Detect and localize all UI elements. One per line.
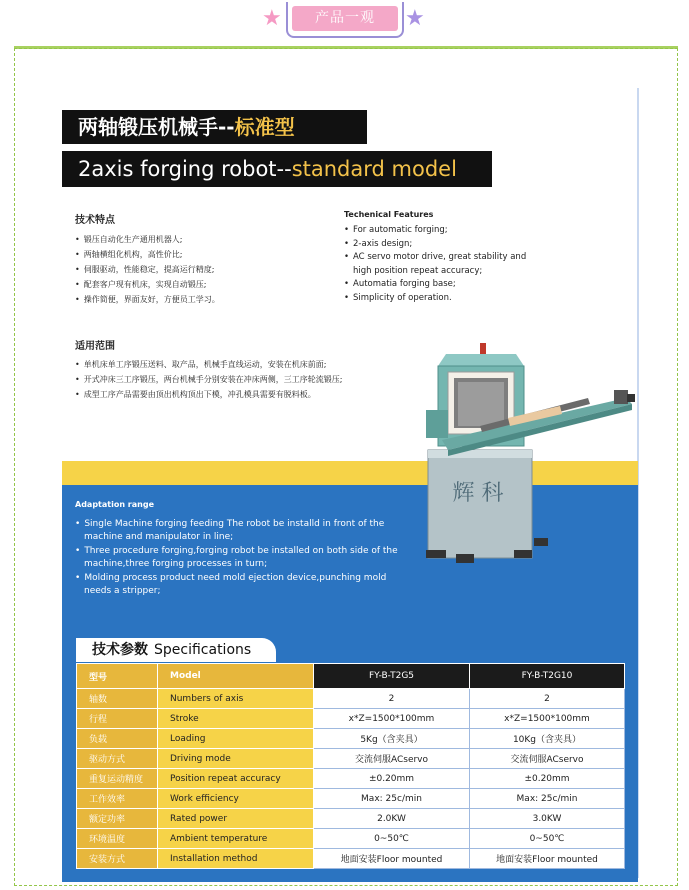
- features-en-title: Techenical Features: [344, 210, 434, 219]
- scope-cn-title: 适用范围: [75, 341, 115, 352]
- features-cn-title: 技术特点: [75, 215, 115, 226]
- table-cell: 地面安装Floor mounted: [470, 849, 625, 869]
- title-en-main: 2axis forging robot--: [78, 157, 292, 181]
- table-cell: 交流伺服ACservo: [314, 749, 470, 769]
- title-cn-highlight: 标准型: [234, 115, 295, 139]
- table-cell: 3.0KW: [470, 809, 625, 829]
- title-en-highlight: standard model: [291, 157, 457, 181]
- table-row: [77, 789, 625, 809]
- column-header: FY-B-T2G10: [470, 664, 625, 689]
- features-cn-list: [75, 232, 220, 307]
- table-cell: ±0.20mm: [470, 769, 625, 789]
- list-item: • Three procedure forging,forging robot be installed on both side of the machine,three forging processes in turn;: [75, 545, 405, 572]
- star-icon: ★: [405, 6, 425, 31]
- star-icon: ★: [262, 6, 282, 31]
- list-item: • Molding process product need mold ejection device,punching mold needs a stripper;: [75, 572, 405, 599]
- table-cell: Work efficiency: [158, 789, 314, 809]
- list-item: • 操作简便，界面友好，方便员工学习。: [75, 292, 220, 307]
- table-cell: x*Z=1500*100mm: [470, 709, 625, 729]
- brand-watermark: 辉 科: [452, 481, 504, 506]
- title-cn: [62, 110, 367, 144]
- specs-heading-en: Specifications: [154, 642, 252, 658]
- table-cell: 交流伺服ACservo: [470, 749, 625, 769]
- column-header: FY-B-T2G5: [314, 664, 470, 689]
- table-row: [77, 709, 625, 729]
- table-cell: 安装方式: [77, 849, 158, 869]
- table-cell: 负载: [77, 729, 158, 749]
- table-cell: 地面安装Floor mounted: [314, 849, 470, 869]
- table-cell: Installation method: [158, 849, 314, 869]
- list-item: • Simplicity of operation.: [344, 292, 539, 306]
- forging-robot-illustration: [418, 340, 640, 572]
- table-cell: 重复运动精度: [77, 769, 158, 789]
- table-row: [77, 849, 625, 869]
- list-item: • 单机床单工序锻压送料、取产品，机械手直线运动，安装在机床前面;: [75, 357, 342, 372]
- list-item: • For automatic forging;: [344, 224, 539, 238]
- list-item: • Automatia forging base;: [344, 278, 539, 292]
- table-cell: ±0.20mm: [314, 769, 470, 789]
- list-item: • 伺服驱动，性能稳定，提高运行精度;: [75, 262, 220, 277]
- list-item: • 两轴横组化机构，高性价比;: [75, 247, 220, 262]
- table-header-row: [77, 664, 625, 689]
- scope-en-list: [75, 518, 405, 598]
- list-item: • 配套客户现有机床，实现自动锻压;: [75, 277, 220, 292]
- table-cell: 工作效率: [77, 789, 158, 809]
- scope-en-title: Adaptation range: [75, 500, 154, 509]
- table-cell: Position repeat accuracy: [158, 769, 314, 789]
- specs-table: [76, 663, 625, 869]
- table-row: [77, 769, 625, 789]
- table-cell: 轴数: [77, 689, 158, 709]
- table-cell: 5Kg（含夹具）: [314, 729, 470, 749]
- table-cell: 0~50℃: [314, 829, 470, 849]
- table-row: [77, 749, 625, 769]
- title-en: [62, 151, 492, 187]
- column-header: 型号: [77, 664, 158, 689]
- table-row: [77, 809, 625, 829]
- table-cell: 行程: [77, 709, 158, 729]
- table-cell: 环境温度: [77, 829, 158, 849]
- table-row: [77, 689, 625, 709]
- table-cell: 2.0KW: [314, 809, 470, 829]
- title-cn-main: 两轴锻压机械手--: [78, 115, 235, 139]
- table-cell: Stroke: [158, 709, 314, 729]
- specs-heading: [76, 638, 276, 662]
- table-cell: 驱动方式: [77, 749, 158, 769]
- header-tab-label: 产品一观: [292, 6, 398, 31]
- column-header: Model: [158, 664, 314, 689]
- list-item: • 2-axis design;: [344, 238, 539, 252]
- table-cell: Loading: [158, 729, 314, 749]
- table-cell: 额定功率: [77, 809, 158, 829]
- table-cell: Ambient temperature: [158, 829, 314, 849]
- table-row: [77, 729, 625, 749]
- features-en-list: [344, 224, 539, 305]
- table-cell: x*Z=1500*100mm: [314, 709, 470, 729]
- table-cell: 2: [470, 689, 625, 709]
- header-tab: [286, 2, 404, 38]
- table-row: [77, 829, 625, 849]
- list-item: • 开式冲床三工序锻压，两台机械手分别安装在冲床两侧，三工序轮流锻压;: [75, 372, 342, 387]
- list-item: • 成型工序产品需要由顶出机构顶出下模，冲孔模具需要有脱料板。: [75, 387, 342, 402]
- table-cell: Numbers of axis: [158, 689, 314, 709]
- table-cell: Rated power: [158, 809, 314, 829]
- table-cell: 10Kg（含夹具）: [470, 729, 625, 749]
- table-cell: 0~50℃: [470, 829, 625, 849]
- table-cell: Max: 25c/min: [314, 789, 470, 809]
- specs-heading-cn: 技术参数: [92, 642, 148, 658]
- list-item: • AC servo motor drive, great stability and high position repeat accuracy;: [344, 251, 539, 278]
- table-cell: 2: [314, 689, 470, 709]
- scope-cn-list: [75, 357, 342, 402]
- table-cell: Max: 25c/min: [470, 789, 625, 809]
- list-item: • Single Machine forging feeding The robot be installd in front of the machine and manipulator in line;: [75, 518, 405, 545]
- list-item: • 锻压自动化生产通用机器人;: [75, 232, 220, 247]
- table-cell: Driving mode: [158, 749, 314, 769]
